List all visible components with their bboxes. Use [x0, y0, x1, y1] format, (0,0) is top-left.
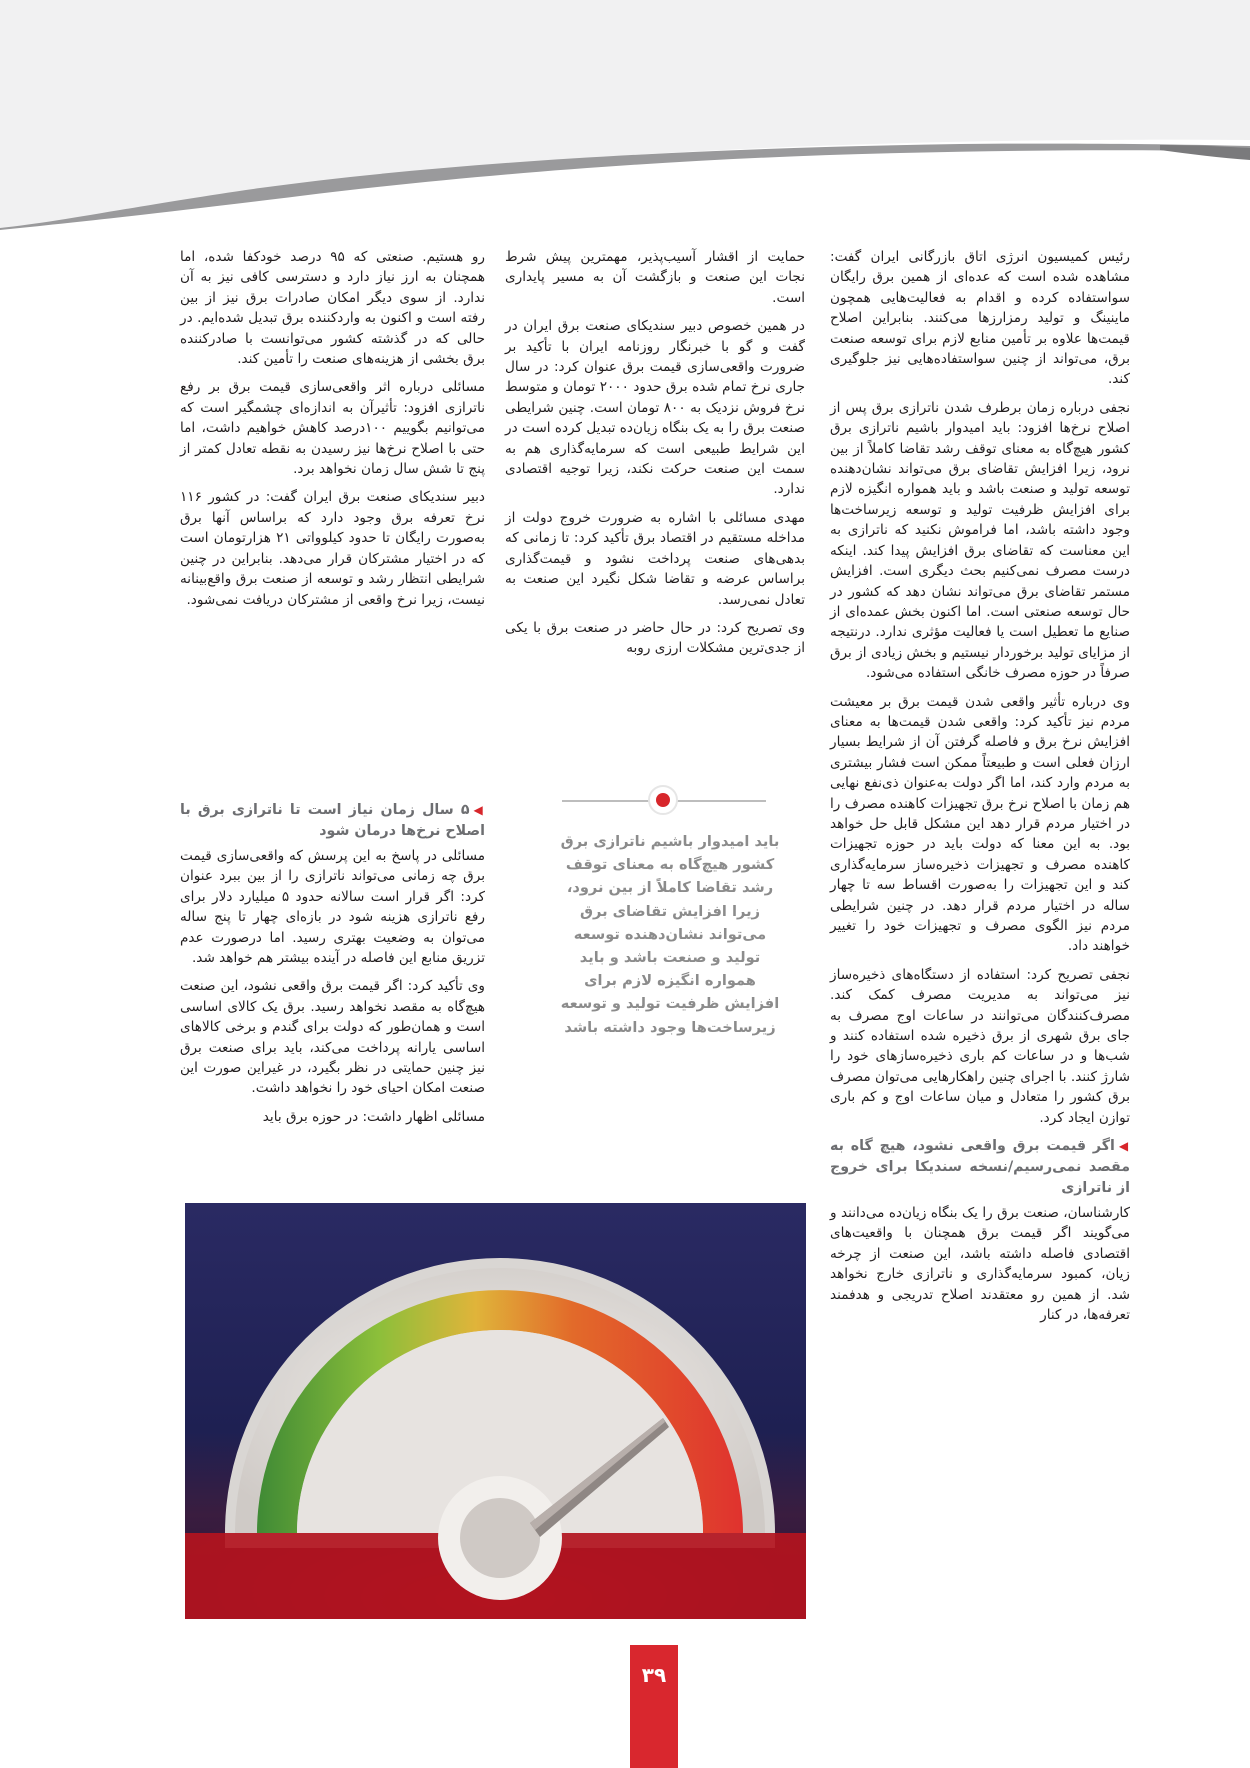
paragraph: کارشناسان، صنعت برق را یک بنگاه زیان‌ده می‌دانند و می‌گویند اگر قیمت برق همچنان با واقعیت‌های اقتصادی فاصله داشته باشد، این صنعت از چرخه زیان، کمبود سرمایه‌گذاری و ناترازی خارج نخواهد شد. از همین رو معتقدند اصلاح تدریجی و هدفمند تعرفه‌ها، در کنار — [830, 1205, 1130, 1324]
page-number: ۳۹ — [641, 1663, 667, 1687]
pull-quote: باید امیدوار باشیم ناترازی برق کشور هیچ‌گاه به معنای توقف رشد تقاضا کاملاً از بین نرود، زیرا افزایش تقاضای برق می‌تواند نشان‌دهنده توسعه تولید و صنعت باشد و باید همواره انگیزه لازم برای افزایش ظرفیت تولید و توسعه زیرساخت‌ها وجود داشته باشد — [560, 833, 780, 1036]
paragraph: وی درباره تأثیر واقعی شدن قیمت برق بر معیشت مردم نیز تأکید کرد: واقعی شدن قیمت‌ها به معنای افزایش نرخ برق و فاصله گرفتن آن از شرایط بسیار ارزان فعلی است و طبیعتاً ممکن است فشار بیشتری به مردم وارد کند، اما اگر دولت به‌عنوان ذی‌نفع نهایی هم زمان با اصلاح نرخ برق تجهیزات کاهنده مصرف را در اختیار مردم قرار دهد این مشکل قابل حل خواهد بود. به این معنا که دولت باید در حوزه تجهیزات کاهنده مصرف و تجهیزات ذخیره‌ساز سرمایه‌گذاری کند و این تجهیزات را به‌صورت اقساط سه تا چهار ساله در اختیار مردم قرار دهد. در چنین شرایطی مردم نیز الگوی مصرف و تجهیزات خود را تغییر خواهند داد. — [830, 693, 1130, 955]
article-column-1 — [830, 247, 1130, 1334]
paragraph: رئیس کمیسیون انرژی اتاق بازرگانی ایران گفت: مشاهده شده است که عده‌ای از همین برق رایگان سواستفاده کرده و اقدام به فعالیت‌هایی همچون ماینینگ و تولید رمزارزها می‌کنند. بنابراین اصلاح قیمت‌ها علاوه بر تأمین منابع لازم برای توسعه صنعت برق، می‌تواند از چنین سواستفاده‌هایی نیز جلوگیری کند. — [830, 249, 1130, 388]
paragraph: رو هستیم. صنعتی که ۹۵ درصد خودکفا شده، اما همچنان به ارز نیاز دارد و دسترسی کافی نیز به آن ندارد. از سوی دیگر امکان صادرات برق نیز از بین رفته است و اکنون به واردکننده برق تبدیل شده‌ایم. در حالی که در گذشته کشور می‌توانست با صادرکننده برق بخشی از هزینه‌های صنعت را تأمین کند. — [180, 249, 485, 368]
subheading — [830, 1136, 1130, 1199]
red-dot-icon — [656, 793, 670, 807]
header-swoosh-graphic — [0, 0, 1250, 230]
paragraph: مهدی مسائلی با اشاره به ضرورت خروج دولت از مداخله مستقیم در اقتصاد برق تأکید کرد: تا زمانی که بدهی‌های صنعت پرداخت نشود و قیمت‌گذاری براساس عرضه و تقاضا شکل نگیرد این صنعت به تعادل نمی‌رسد. — [505, 509, 805, 608]
subheading — [180, 800, 485, 842]
article-column-2 — [505, 247, 805, 667]
paragraph: نجفی تصریح کرد: استفاده از دستگاه‌های ذخیره‌ساز نیز می‌تواند به مدیریت مصرف کمک کند. مصرف‌کنندگان می‌توانند در ساعات اوج مصرف به جای برق شهری از برق ذخیره شده استفاده کنند و شب‌ها و در ساعات کم باری ذخیره‌سازهای خود را شارژ کنند. با اجرای چنین راهکارهایی می‌توان مصرف برق کشور را متعادل و میان ساعات اوج و کم باری توازن ایجاد کرد. — [829, 966, 1130, 1126]
gauge-illustration — [185, 1203, 806, 1619]
article-column-3 — [180, 247, 485, 618]
subheading-text: ۵ سال زمان نیاز است تا ناترازی برق با اصلاح نرخ‌ها درمان شود — [180, 802, 485, 839]
paragraph: وی تصریح کرد: در حال حاضر در صنعت برق با یکی از جدی‌ترین مشکلات ارزی روبه — [505, 619, 805, 657]
paragraph: نجفی درباره زمان برطرف شدن ناترازی برق پس از اصلاح نرخ‌ها افزود: باید امیدوار باشیم ناترازی برق کشور هیچ‌گاه به معنای توقف رشد تقاضا کاملاً از بین نرود، زیرا افزایش تقاضای برق می‌تواند نشان‌دهنده توسعه تولید و صنعت باشد و باید همواره انگیزه لازم برای افزایش ظرفیت تولید و توسعه زیرساخت‌ها وجود داشته باشد، اما فراموش نکنید که ناترازی به این معناست که تقاضای برق افزایش پیدا کند. اینکه درست مصرف نمی‌کنیم بحث دیگری است. افزایش مستمر تقاضای برق می‌تواند نشان دهد که کشور در حال توسعه صنعتی است. اما اکنون بخش عمده‌ای از صنایع ما تعطیل است یا فعالیت مؤثری ندارد. درنتیجه از مزایای تولید برخوردار نیستیم و بخش زیادی از برق صرفاً در حوزه مصرف خانگی استفاده می‌شود. — [830, 399, 1130, 682]
triangle-bullet-icon: ◀ — [473, 803, 485, 817]
paragraph: مسائلی درباره اثر واقعی‌سازی قیمت برق بر رفع ناترازی افزود: تأثیرآن به اندازه‌ای چشمگیر است که می‌توانیم بگوییم ۱۰۰درصد کاهش خواهیم داشت، اما حتی با اصلاح نرخ‌ها نیز رسیدن به نقطه تعادل کمتر از پنج تا شش سال زمان نخواهد برد. — [180, 379, 485, 478]
article-column-4 — [180, 794, 485, 1135]
paragraph: دبیر سندیکای صنعت برق ایران گفت: در کشور ۱۱۶ نرخ تعرفه برق وجود دارد که براساس آنها برق به‌صورت رایگان تا حدود کیلوواتی ۲۱ هزارتومان است که در اختیار مشترکان قرار می‌دهد. بنابراین در چنین شرایطی انتظار رشد و توسعه از صنعت برق واقع‌بینانه نیست، زیرا نرخ واقعی از مشترکان دریافت نمی‌شود. — [180, 489, 485, 608]
paragraph: وی تأکید کرد: اگر قیمت برق واقعی نشود، این صنعت هیچ‌گاه به مقصد نخواهد رسید. برق یک کالای اساسی است و همان‌طور که دولت برای گندم و برخی کالاهای اساسی یارانه پرداخت می‌کند، باید برای صنعت برق نیز چنین حمایتی در نظر بگیرد، در غیراین صورت این صنعت امکان احیای خود را نخواهد داشت. — [180, 978, 485, 1097]
paragraph: مسائلی اظهار داشت: در حوزه برق باید — [262, 1108, 485, 1125]
paragraph: مسائلی در پاسخ به این پرسش که واقعی‌سازی قیمت برق چه زمانی می‌تواند ناترازی را از بین ببرد عنوان کرد: اگر قرار است سالانه حدود ۵ میلیارد دلار برای رفع ناترازی هزینه شود در بازه‌ای چهار تا پنج ساله می‌توان به وضعیت بهتری رسید. اما درصورت عدم تزریق منابع این فاصله در آینده بیشتر هم خواهد شد. — [180, 848, 486, 967]
subheading-text: اگر قیمت برق واقعی نشود، هیچ گاه به مقصد نمی‌رسیم/نسخه سندیکا برای خروج از ناترازی — [830, 1138, 1130, 1197]
paragraph: در همین خصوص دبیر سندیکای صنعت برق ایران در گفت و گو با خبرنگار روزنامه ایران با تأکید بر ضرورت واقعی‌سازی قیمت برق عنوان کرد: در سال جاری نرخ تمام شده برق حدود ۲۰۰۰ تومان و متوسط نرخ فروش نزدیک به ۸۰۰ تومان است. چنین شرایطی صنعت برق را به یک بنگاه زیان‌ده تبدیل کرده است در این شرایط طبیعی است که سرمایه‌گذاری هم به سمت این صنعت حرکت نکند، زیرا توجیه اقتصادی ندارد. — [505, 318, 805, 498]
triangle-bullet-icon: ◀ — [1118, 1139, 1130, 1154]
paragraph: حمایت از اقشار آسیب‌پذیر، مهمترین پیش شرط نجات این صنعت و بازگشت آن به مسیر پایداری است. — [505, 249, 805, 306]
